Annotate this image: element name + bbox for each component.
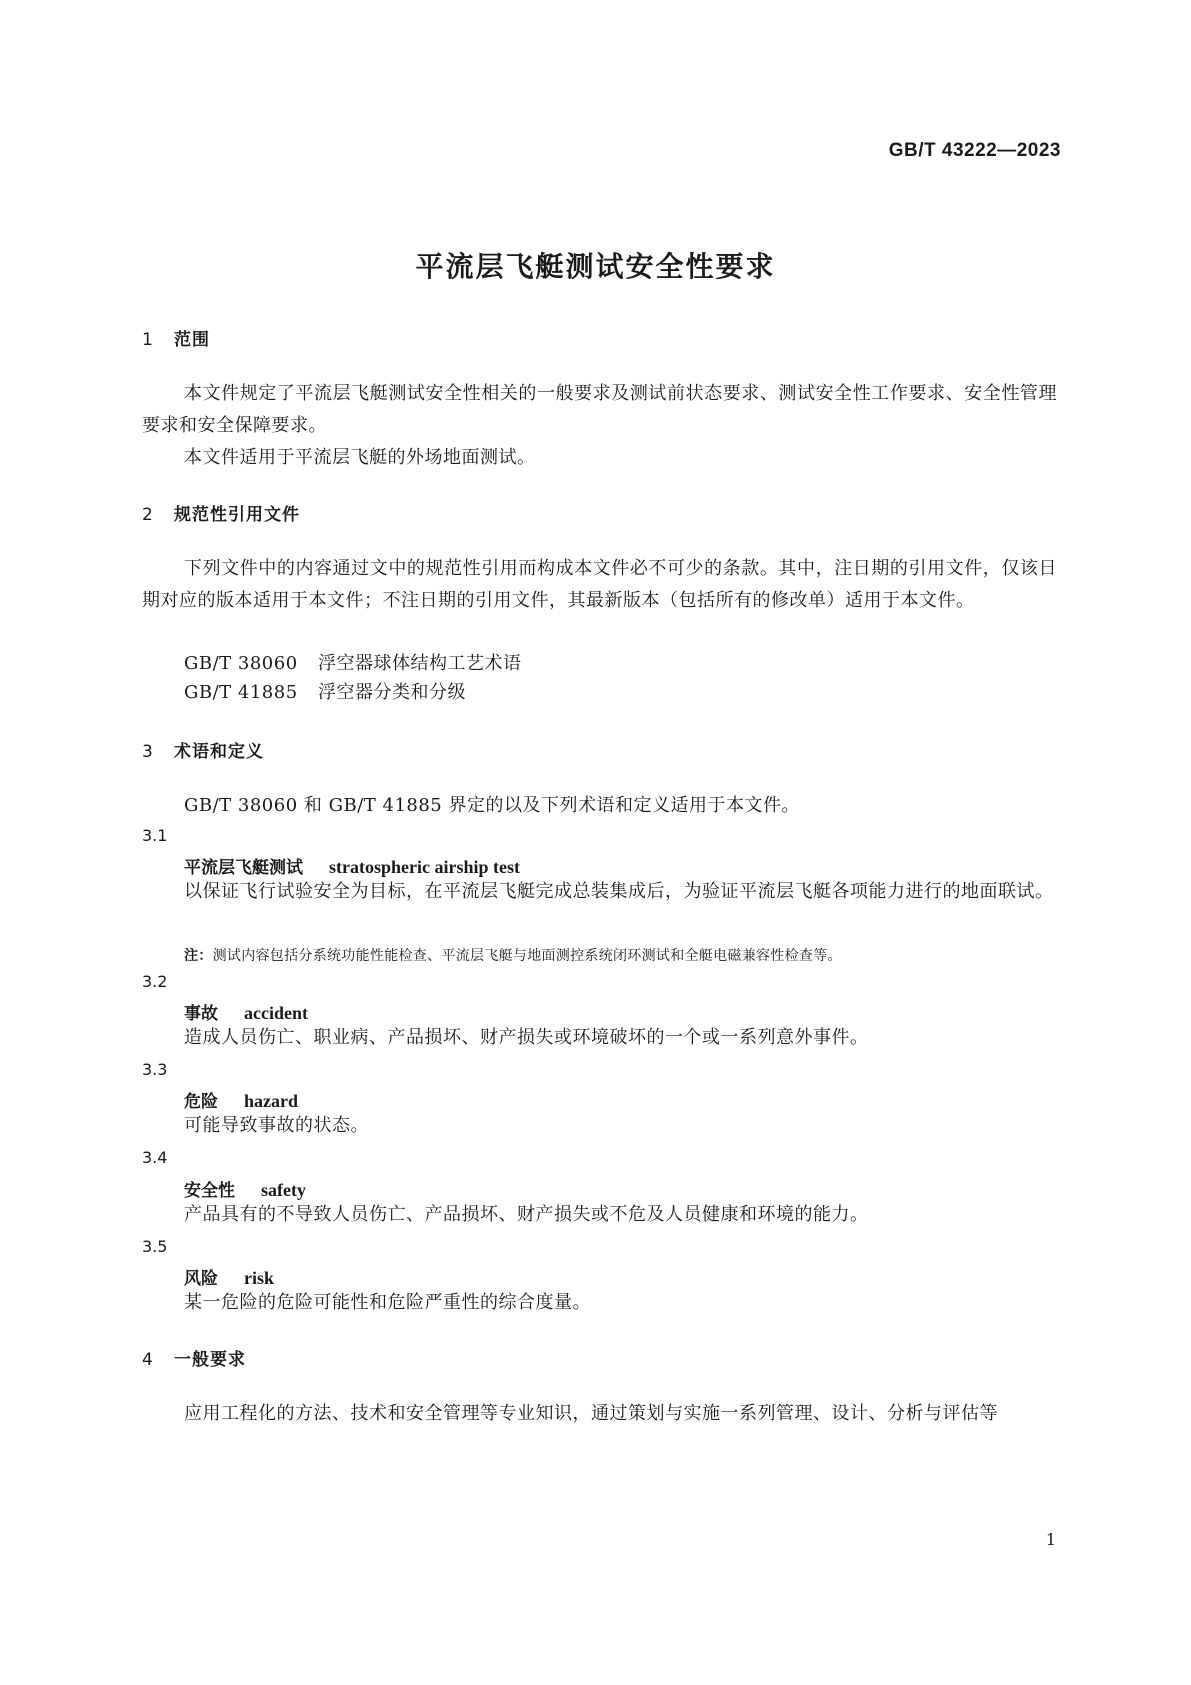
section-1-heading xyxy=(142,325,210,350)
section-3-heading xyxy=(142,737,264,762)
term-definition: 可能导致事故的状态。 xyxy=(184,1115,369,1136)
term-en: safety xyxy=(261,1180,306,1200)
term-en: accident xyxy=(244,1003,308,1023)
section-4-paragraph-1: 应用工程化的方法、技术和安全管理等专业知识，通过策划与实施一系列管理、设计、分析与评估等 xyxy=(184,1403,998,1424)
term-definition: 产品具有的不导致人员伤亡、产品损坏、财产损失或不危及人员健康和环境的能力。 xyxy=(184,1204,869,1225)
normative-reference xyxy=(184,649,522,675)
document-title: 平流层飞艇测试安全性要求 xyxy=(415,250,776,283)
term-entry xyxy=(184,999,308,1024)
term-number: 3.4 xyxy=(142,1148,168,1167)
reference-title: 浮空器球体结构工艺术语 xyxy=(318,653,522,674)
term-zh: 安全性 xyxy=(184,1181,235,1201)
normative-reference xyxy=(184,678,466,704)
section-title: 范围 xyxy=(174,330,210,350)
term-definition: 造成人员伤亡、职业病、产品损坏、财产损失或环境破坏的一个或一系列意外事件。 xyxy=(184,1027,869,1048)
page-number: 1 xyxy=(1045,1530,1056,1549)
section-2-paragraph-1: 下列文件中的内容通过文中的规范性引用而构成本文件必不可少的条款。其中，注日期的引用文件，仅该日期对应的版本适用于本文件；不注日期的引用文件，其最新版本（包括所有的修改单）适用于本文件。 xyxy=(142,558,1057,611)
term-zh: 平流层飞艇测试 xyxy=(184,858,303,878)
term-note xyxy=(184,945,842,965)
section-1-paragraph-1: 本文件规定了平流层飞艇测试安全性相关的一般要求及测试前状态要求、测试安全性工作要求、安全性管理要求和安全保障要求。 xyxy=(142,383,1057,436)
term-definition: 以保证飞行试验安全为目标，在平流层飞艇完成总装集成后，为验证平流层飞艇各项能力进行的地面联试。 xyxy=(184,881,1054,902)
note-text: 测试内容包括分系统功能性能检查、平流层飞艇与地面测控系统闭环测试和全艇电磁兼容性检查等。 xyxy=(212,948,842,964)
term-definition: 某一危险的危险可能性和危险严重性的综合度量。 xyxy=(184,1292,591,1313)
note-label: 注： xyxy=(184,948,213,964)
section-title: 规范性引用文件 xyxy=(174,505,300,525)
term-en: stratospheric airship test xyxy=(329,857,520,877)
section-number: 1 xyxy=(142,330,154,350)
term-number: 3.1 xyxy=(142,826,168,845)
term-entry xyxy=(184,1264,274,1289)
section-2-heading xyxy=(142,500,300,525)
term-entry xyxy=(184,1176,306,1201)
term-en: risk xyxy=(244,1268,275,1288)
section-3-intro: GB/T 38060 和 GB/T 41885 界定的以及下列术语和定义适用于本文件。 xyxy=(184,795,800,816)
section-1-paragraph-2: 本文件适用于平流层飞艇的外场地面测试。 xyxy=(184,447,536,468)
term-entry xyxy=(184,853,520,878)
term-entry xyxy=(184,1087,298,1112)
section-title: 术语和定义 xyxy=(174,742,264,762)
term-number: 3.2 xyxy=(142,972,168,991)
section-number: 2 xyxy=(142,505,154,525)
section-number: 4 xyxy=(142,1350,154,1370)
reference-code: GB/T 41885 xyxy=(184,682,298,703)
section-4-heading xyxy=(142,1345,246,1370)
reference-title: 浮空器分类和分级 xyxy=(318,682,466,703)
standard-number: GB/T 43222—2023 xyxy=(888,140,1061,161)
term-en: hazard xyxy=(244,1091,298,1111)
term-zh: 事故 xyxy=(184,1004,218,1024)
reference-code: GB/T 38060 xyxy=(184,653,298,674)
term-number: 3.3 xyxy=(142,1060,168,1079)
section-title: 一般要求 xyxy=(174,1350,246,1370)
term-number: 3.5 xyxy=(142,1237,168,1256)
section-number: 3 xyxy=(142,742,154,762)
term-zh: 风险 xyxy=(184,1269,218,1289)
term-zh: 危险 xyxy=(184,1092,218,1112)
